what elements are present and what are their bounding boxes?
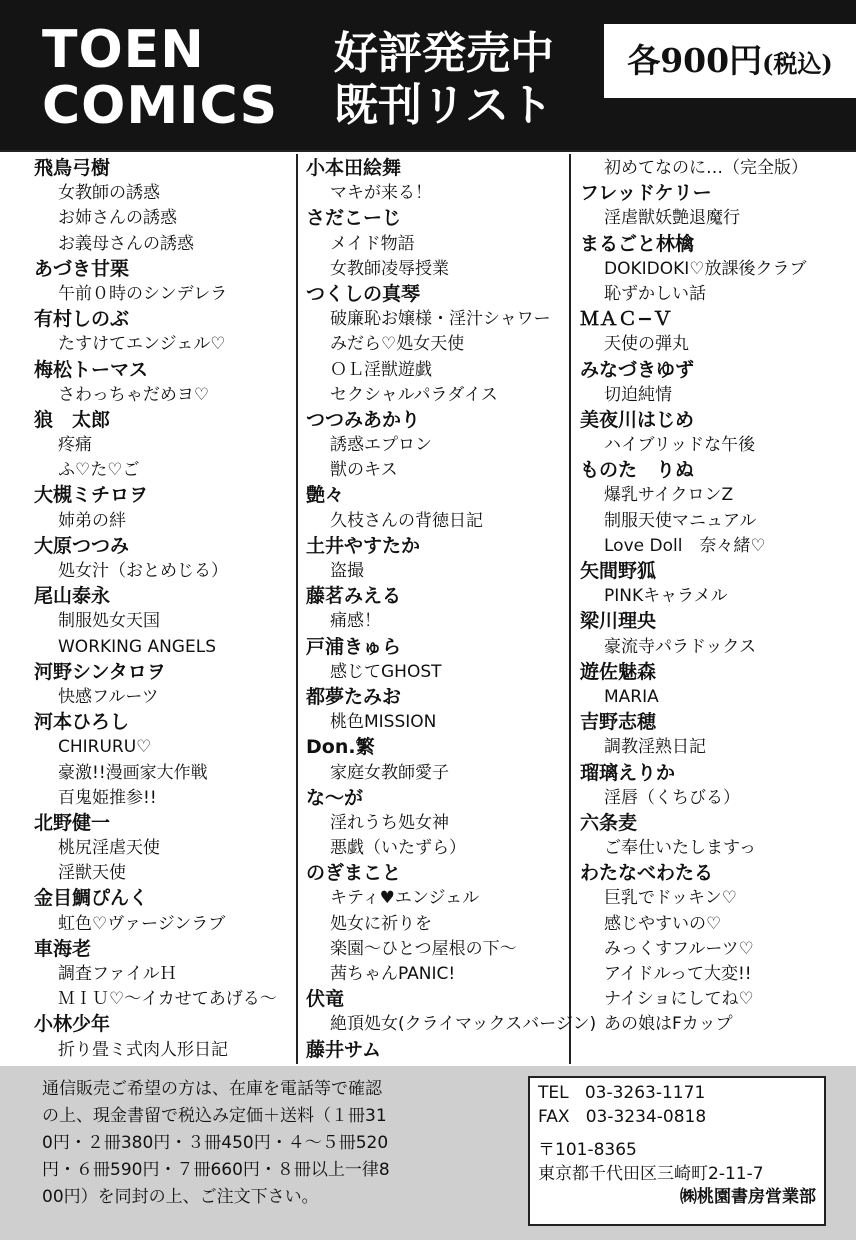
book-title: 恥ずかしい話 [604,283,706,304]
author-name: 吉野志穂 [580,711,657,734]
author-name: わたなべわたる [580,862,714,885]
book-title: 姉弟の絆 [58,510,126,531]
tel-label: TEL [538,1083,569,1103]
author-name: 梅松トーマス [34,358,149,381]
author-name: 瑠璃えりか [580,761,676,784]
author-name: つつみあかり [306,408,421,431]
footer-panel [0,1066,856,1240]
author-name: のぎまこと [306,862,402,885]
author-name: 飛鳥弓樹 [34,157,111,179]
author-name: フレッドケリー [580,182,712,205]
book-title: 切迫純情 [604,384,672,405]
book-title: 豪流寺パラドックス [604,636,757,657]
author-name: 河野シンタロヲ [34,660,166,683]
author-name: な〜が [306,786,364,809]
author-name: 大原つつみ [34,534,130,557]
book-title: 淫れうち処女神 [330,812,449,833]
list-heading [334,28,604,132]
book-title: ハイブリッドな午後 [604,435,756,456]
brand-line-1: TOEN [42,20,205,80]
book-title: 誘惑エプロン [330,435,432,456]
catalog-column-3 [580,156,850,1038]
brand-line-2: COMICS [42,76,279,136]
book-title: 楽園〜ひとつ屋根の下〜 [330,938,517,959]
heading-line-2: 既刊リスト [334,80,554,131]
book-title: 久枝さんの背徳日記 [330,510,483,531]
book-title: WORKING ANGELS [58,636,216,657]
book-title: 制服天使マニュアル [604,510,757,531]
author-name: あづき甘栗 [34,257,130,280]
book-title: ＯＬ淫獣遊戯 [330,359,432,380]
book-title: CHIRURU♡ [58,737,152,758]
catalog-list [0,150,856,1062]
book-title: さわっちゃだめヨ♡ [58,384,210,405]
author-name: つくしの真琴 [306,282,421,305]
book-title: PINKキャラメル [604,586,728,607]
price-value: 各900円 [627,41,763,80]
fax-label: FAX [538,1106,570,1127]
author-name: 河本ひろし [34,711,130,734]
author-name: 有村しのぶ [34,308,130,331]
order-notice-line: 00円）を同封の上、ご注文下さい。 [42,1187,319,1207]
book-title: 調教淫熟日記 [604,737,706,758]
book-title: 爆乳サイクロンZ [604,485,734,506]
book-title: 調査ファイルＨ [58,964,177,984]
book-title: 折り畳ミ式肉人形日記 [58,1039,228,1060]
heading-line-1: 好評発売中 [334,28,554,79]
author-name: 遊佐魅森 [580,660,657,683]
book-title: みだら♡処女天使 [330,334,465,355]
author-name: 矢間野狐 [580,560,657,582]
book-title: 百鬼姫推参!! [58,787,157,808]
author-name: 伏竜 [306,988,345,1011]
book-title: 桃尻淫虐天使 [58,838,160,859]
author-name: さだこーじ [306,207,402,230]
order-notice-line: 0円・２冊380円・３冊450円・４〜５冊520 [42,1133,389,1153]
book-title: 感じやすいの♡ [604,913,722,934]
book-title: 快感フルーツ [58,686,159,707]
book-title: 絶頂処女(クライマックスバージン) [330,1014,597,1035]
book-title: メイド物語 [330,233,415,254]
book-title: ナイショにしてね♡ [604,989,754,1010]
author-name: 尾山泰永 [34,585,111,608]
book-title: 女教師凌辱授業 [330,258,449,279]
book-title: 淫唇（くちびる） [604,787,740,808]
book-title: 破廉恥お嬢様・淫汁シャワー [330,309,551,330]
book-title: 女教師の誘惑 [58,183,160,204]
book-title: 処女汁（おとめじる） [58,561,228,581]
catalog-column-2 [306,156,597,1063]
book-title: ふ♡た♡ご [58,460,140,481]
fax-line [538,1106,816,1130]
mail-order-notice [42,1076,472,1211]
author-name: 土井やすたか [306,534,421,557]
book-title: 茜ちゃんPANIC! [330,964,456,984]
catalog-column-1 [34,156,294,1063]
order-notice-line: 通信販売ご希望の方は、在庫を電話等で確認 [42,1079,382,1099]
book-title: 午前０時のシンデレラ [58,283,228,304]
author-name: 小本田絵舞 [306,157,402,179]
author-name: 北野健一 [34,811,111,834]
book-title: 家庭女教師愛子 [330,762,449,783]
fax-number: 03-3234-0818 [585,1106,707,1127]
book-title: たすけてエンジェル♡ [58,334,226,355]
author-name: ＭＡＣ−Ｖ [580,308,672,331]
author-name: Don.繁 [306,736,375,759]
book-title: 初めてなのに…（完全版） [604,158,808,178]
author-name: 大槻ミチロヲ [34,484,149,507]
author-name: 車海老 [34,937,92,960]
brand-logo [42,22,278,134]
book-title: MARIA [604,686,659,707]
tel-number: 03-3263-1171 [584,1083,706,1103]
book-title: 疼痛 [58,435,92,456]
book-title: お姉さんの誘惑 [58,208,177,229]
book-title: 巨乳でドッキン♡ [604,888,738,909]
book-title: キティ♥エンジェル [330,888,480,909]
book-title: 桃色MISSION [330,712,437,733]
price-tax-note: (税込) [762,49,833,78]
header-banner [0,0,856,150]
author-name: 梁川理央 [580,610,657,633]
postal-code: 〒101-8365 [538,1140,637,1160]
book-title: 悪戯（いたずら） [330,838,466,859]
author-name: みなづきゆず [580,358,695,381]
book-title: マキが来る！ [330,183,432,204]
book-title: アイドルって大変!! [604,964,752,984]
author-name: 狼 太郎 [34,408,111,431]
contact-box [528,1076,826,1226]
book-title: 盗撮 [330,561,364,581]
author-name: まるごと林檎 [580,232,695,255]
book-title: ＭＩＵ♡〜イカせてあげる〜 [58,989,277,1010]
address: 東京都千代田区三崎町2-11-7 [538,1163,764,1184]
book-title: 獣のキス [330,460,398,481]
book-title: みっくすフルーツ♡ [604,938,754,959]
company-name: ㈱桃園書房営業部 [680,1187,816,1207]
book-title: あの娘はFカップ [604,1014,733,1035]
book-title: 豪激!!漫画家大作戦 [58,762,208,783]
price-badge [604,24,856,98]
book-title: ご奉仕いたしますっ [604,838,756,859]
book-title: 虹色♡ヴァージンラブ [58,913,226,934]
author-name: 艶々 [306,484,345,507]
book-title: お義母さんの誘惑 [58,233,194,254]
book-title: Love Doll 奈々緒♡ [604,535,766,556]
author-name: 都夢たみお [306,685,402,708]
order-notice-line: の上、現金書留で税込み定価＋送料（１冊31 [42,1106,387,1126]
book-title: 天使の弾丸 [604,334,689,355]
book-title: DOKIDOKI♡放課後クラブ [604,258,807,279]
book-title: 制服処女天国 [58,611,160,632]
author-name: 金目鯛ぴんく [34,887,149,910]
author-name: ものた りぬ [580,459,695,482]
author-name: 美夜川はじめ [580,408,695,431]
tel-line [538,1082,816,1106]
author-name: 藤茗みえる [306,585,402,608]
author-name: 六条麦 [580,811,638,834]
book-title: セクシャルパラダイス [330,384,498,405]
author-name: 小林少年 [34,1013,111,1036]
book-title: 淫獣天使 [58,863,126,884]
order-notice-line: 円・６冊590円・７冊660円・８冊以上一律8 [42,1160,390,1180]
book-title: 痛感！ [330,611,381,632]
book-title: 処女に祈りを [330,913,432,934]
author-name: 戸浦きゅら [306,635,402,658]
book-title: 感じてGHOST [330,661,442,682]
book-title: 淫虐獣妖艶退魔行 [604,208,740,229]
author-name: 藤井サム [306,1038,382,1061]
